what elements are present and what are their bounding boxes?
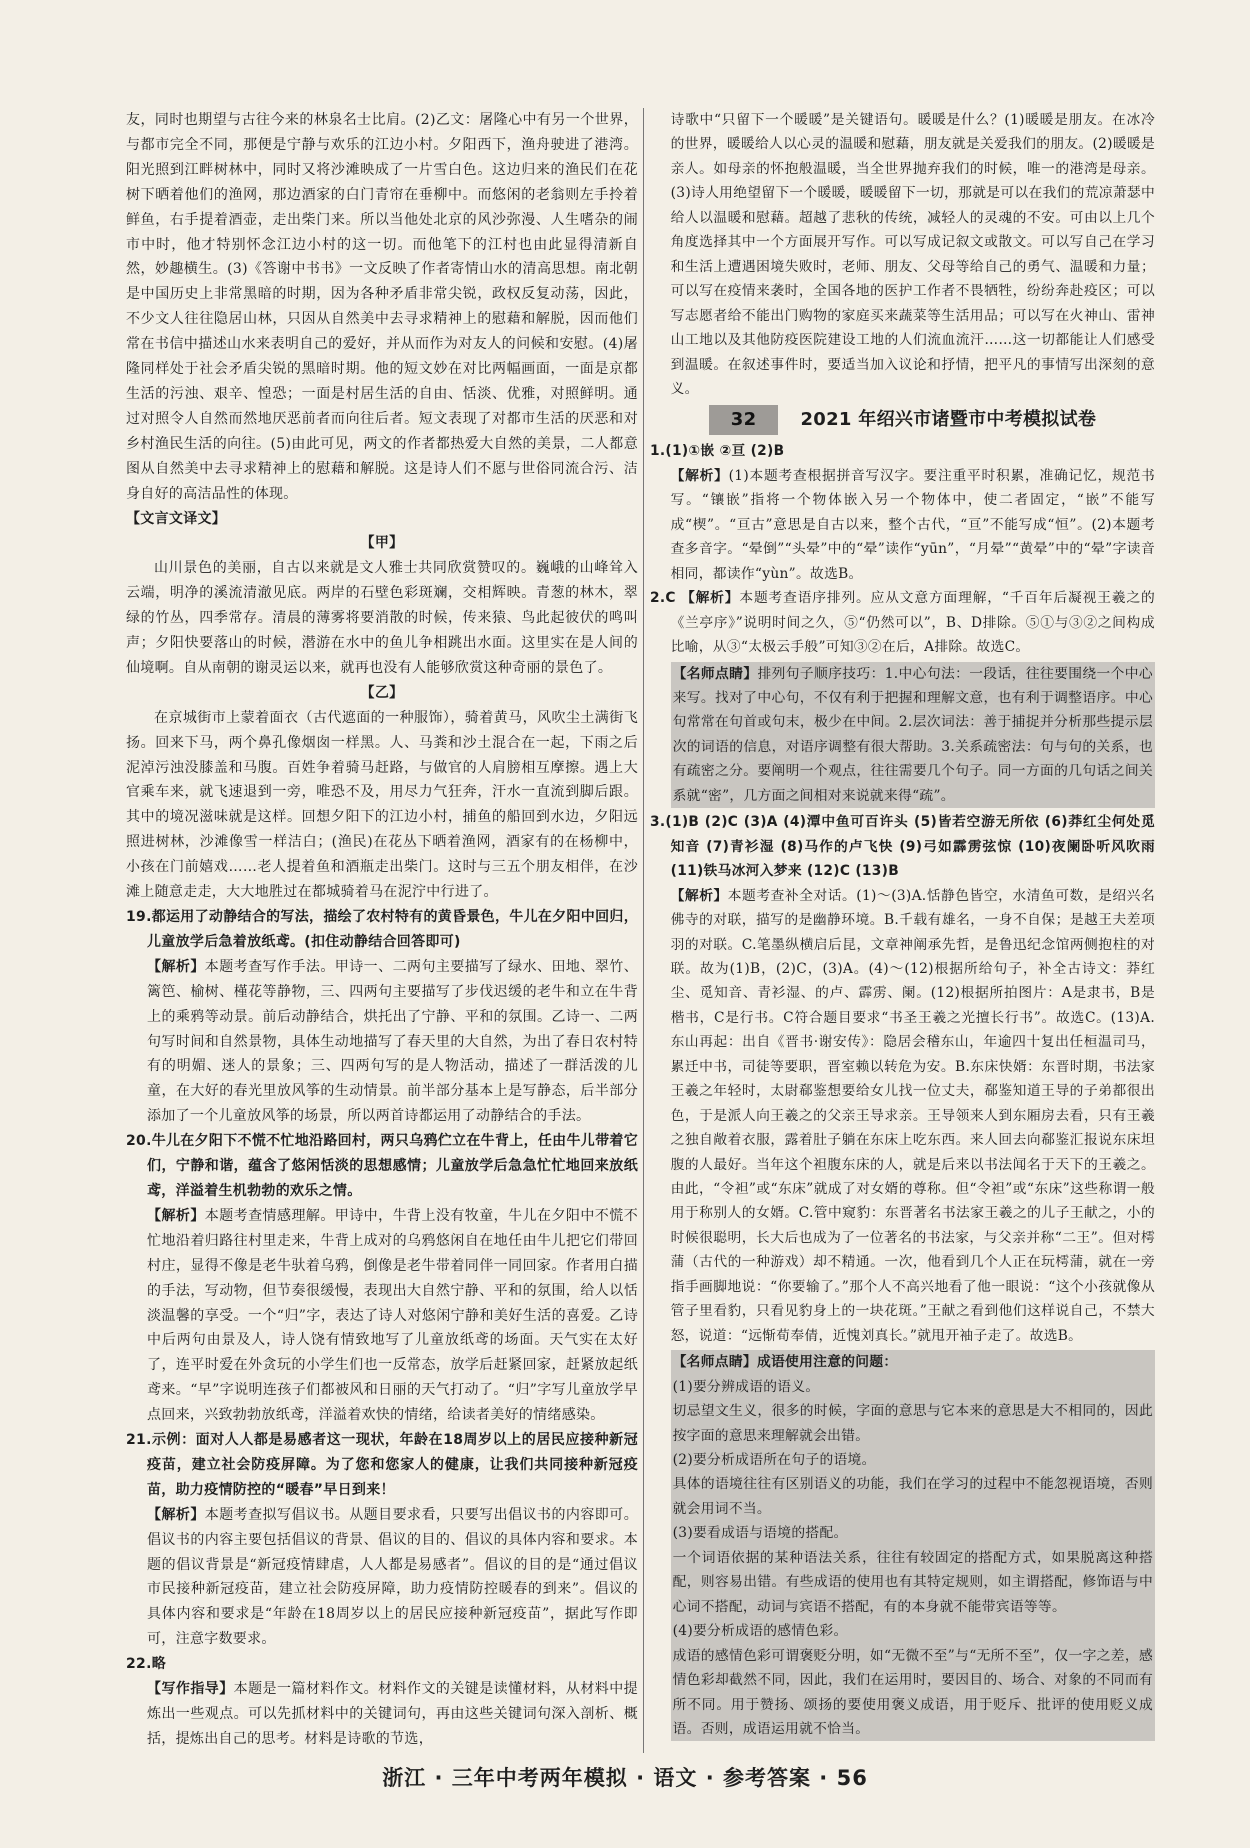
tip2-heading: 成语使用注意的问题： — [756, 1354, 898, 1371]
q19-answer: 都运用了动静结合的写法，描绘了农村特有的黄昏景色，牛儿在夕阳中回归，儿童放学后急着放纸鸢。(扣住动静结合回答即可) — [147, 909, 638, 950]
tip2-line-5: (3)要看成语与语境的搭配。 — [672, 1525, 848, 1542]
yi-translation: 在京城街市上蒙着面衣（古代遮面的一种服饰），骑着黄马，风吹尘土满街飞扬。回来下马，两个鼻孔像烟囱一样黑。人、马粪和沙土混合在一起，下雨之后泥淖污浊没膝盖和马腹。百姓争着骑马赶路，与做官的人肩膀相互摩擦。遇上大官乘车来，就飞速退到一旁，唯恐不及，用尽力气狂奔，汗水一直流到脚后跟。其中的境况滋味就是这样。回想夕阳下的江边小村，捕鱼的船回到水边，夕阳远照进树林，沙滩像雪一样洁白；(渔民)在花丛下晒着渔网，酒家有的在杨柳中，小孩在门前嬉戏……老人提着鱼和酒瓶走出柴门。这时与三五个朋友相伴，在沙滩上随意走走，大大地胜过在都城骑着马在泥泞中行进了。 — [126, 709, 638, 901]
q22-number: 22. — [126, 1656, 152, 1673]
q21-number: 21. — [126, 1432, 152, 1449]
q19-number: 19. — [126, 909, 152, 925]
q21-analysis-tag: 【解析】 — [147, 1506, 205, 1523]
page-footer: 浙江 · 三年中考两年模拟 · 语文 · 参考答案 · 56 — [382, 1766, 868, 1790]
q3-answer: (1)B (2)C (3)A (4)潭中鱼可百许头 (5)皆若空游无所依 (6)莽红尘何处觅知音 (7)青衫湿 (8)马作的卢飞快 (9)弓如霹雳弦惊 (10)夜阑卧听风吹雨 (11)铁马冰河入梦来 (12)C (13)B — [665, 814, 1155, 880]
q1-analysis — [650, 464, 1155, 586]
jia-title: 【甲】 — [360, 535, 404, 552]
question-19 — [126, 905, 638, 955]
question-20 — [126, 1129, 638, 1204]
q2-number: 2. — [650, 590, 666, 607]
q1-analysis-text: (1)本题考查根据拼音写汉字。要注重平时积累，准确记忆，规范书写。“镶嵌”指将一个物体嵌入另一个物体中，使二者固定，“嵌”不能写成“楔”。“亘古”意思是自古以来，整个古代，“亘”不能写成“恒”。(2)本题考查多音字。“晕倒”“头晕”中的“晕”读作“yūn”，“月晕”“黄晕”中的“晕”字读音相同，都读作“yùn”。故选B。 — [670, 467, 1155, 582]
teacher-tip-box-2 — [671, 1350, 1155, 1741]
column-divider — [643, 108, 644, 1753]
section-number-badge: 32 — [709, 405, 779, 435]
q2-analysis-text: 本题考查语序排列。应从文意方面理解，“千百年后凝视王羲之的《兰亭序》”说明时间之久，⑤“仍然可以”，B、D排除。⑤①与③②之间构成比喻，从③“太极云手般”可知③②在后，A排除。故选C。 — [670, 590, 1156, 656]
q20-analysis — [126, 1204, 638, 1428]
q1-number: 1. — [650, 443, 666, 460]
q19-analysis — [126, 955, 638, 1129]
q1-answer: (1)①嵌 ②亘 (2)B — [665, 443, 785, 460]
tip2-line-2: 切忌望文生义，很多的时候，字面的意思与它本来的意思是大不相同的，因此按字面的意思来理解就会出错。 — [672, 1403, 1153, 1444]
question-1 — [650, 439, 1155, 463]
tip2-line-4: 具体的语境往往有区别语义的功能，我们在学习的过程中不能忽视语境，否则就会用词不当。 — [672, 1476, 1153, 1517]
translation-tag: 【文言文译文】 — [126, 510, 227, 527]
tip1-text: 排列句子顺序技巧：1.中心句法：一段话，往往要围绕一个中心来写。找对了中心句，不仅有利于把握和理解文意，也有利于调整语序。中心句常常在句首或句末，极少在中间。2.层次词法：善于捕捉并分析那些提示层次的词语的信息，对语序调整有很大帮助。3.关系疏密法：句与句的关系，也有疏密之分。要阐明一个观点，往往需要几个句子。同一方面的几句话之间关系就“密”，几方面之间相对来说就来得“疏”。 — [672, 665, 1153, 804]
q22-guide-text: 本题是一篇材料作文。材料作文的关键是读懂材料，从材料中提炼出一些观点。可以先抓材料中的关键词句，再由这些关键词句深入剖析、概括，提炼出自己的思考。材料是诗歌的节选， — [147, 1681, 638, 1747]
q19-analysis-text: 本题考查写作手法。甲诗一、二两句主要描写了绿水、田地、翠竹、篱笆、榆树、槿花等静物，三、四两句主要描写了步伐迟缓的老牛和立在牛背上的乘鸦等动景。前后动静结合，烘托出了宁静、平和的氛围。乙诗一、二两句写时间和自然景物，具体生动地描写了春天里的大自然，为出了春日农村特有的明媚、迷人的景象；三、四两句写的是人物活动，描述了一群活泼的儿童，在大好的春光里放风筝的生动情景。前半部分基本上是写静态，后半部分添加了一个儿童放风筝的场景，所以两首诗都运用了动静结合的手法。 — [147, 958, 638, 1125]
q20-analysis-tag: 【解析】 — [147, 1207, 205, 1224]
question-22 — [126, 1652, 638, 1677]
q22-answer: 略 — [151, 1656, 167, 1673]
q3-analysis-text: 本题考查补全对话。(1)～(3)A.恬静色皆空，水清鱼可数，是绍兴名佛寺的对联，描写的是幽静环境。B.千载有雄名，一身不自保；是越王夫差项羽的对联。C.笔墨纵横启后昆，文章神阐承先哲，是鲁迅纪念馆两侧抱柱的对联。故为(1)B，(2)C，(3)A。(4)～(12)根据所给句子，补全古诗文：莽红尘、觅知音、青衫湿、的卢、霹雳、阑。(12)根据所拍图片：A是隶书，B是楷书，C是行书。C符合题目要求“书圣王羲之光擅长行书”。故选C。(13)A.东山再起：出自《晋书·谢安传》：隐居会稽东山，年逾四十复出任桓温司马，累迁中书，司徒等要职，晋室赖以转危为安。B.东床快婿：东晋时期，书法家王羲之年轻时，太尉郗鉴想要给女儿找一位丈夫，郗鉴知道王导的子弟都很出色，于是派人向王羲之的父亲王导求亲。王导领来人到东厢房去看，只有王羲之独自敞着衣服，露着肚子躺在东床上吃东西。来人回去向郗鉴汇报说东床坦腹的人最好。当年这个袒腹东床的人，就是后来以书法闻名于天下的王羲之。由此，“令袒”或“东床”就成了对女婿的尊称。但“令袒”或“东床”这些称谓一般用于称别人的女婿。C.管中窥豹：东晋著名书法家王羲之的儿子王献之，小的时候很聪明，长大后也成为了一位著名的书法家，与父亲并称“二王”。但对樗蒲（古代的一种游戏）却不精通。一次，他看到几个人正在玩樗蒲，就在一旁指手画脚地说：“你要输了。”那个人不高兴地看了他一眼说：“这个小孩就像从管子里看豹，只看见豹身上的一块花斑。”王献之看到他们这样说自己，不禁大怒，说道：“远惭荀奉倩，近愧刘真长。”就甩开袖子走了。故选B。 — [670, 887, 1155, 1344]
tip2-tag: 【名师点睛】 — [672, 1354, 757, 1371]
q22-writing-guide — [126, 1677, 638, 1752]
right-column — [650, 108, 1155, 1743]
q19-analysis-tag: 【解析】 — [147, 958, 205, 975]
q20-answer: 牛儿在夕阳下不慌不忙地沿路回村，两只乌鸦伫立在牛背上，任由牛儿带着它们，宁静和谐，蕴含了悠闲恬淡的思想感情；儿童放学后急急忙忙地回来放纸鸢，洋溢着生机勃勃的欢乐之情。 — [147, 1133, 638, 1199]
q3-analysis-tag: 【解析】 — [670, 887, 728, 904]
q3-analysis — [650, 884, 1155, 1349]
q2-analysis-tag: 【解析】 — [681, 590, 740, 607]
q1-analysis-tag: 【解析】 — [670, 467, 729, 484]
question-21 — [126, 1428, 638, 1503]
q20-number: 20. — [126, 1133, 152, 1150]
section-title: 2021 年绍兴市诸暨市中考模拟试卷 — [800, 409, 1097, 431]
yi-title: 【乙】 — [360, 684, 404, 701]
tip1-tag: 【名师点睛】 — [672, 665, 758, 682]
q21-analysis — [126, 1503, 638, 1652]
q2-answer: C — [665, 590, 676, 607]
left-column — [126, 108, 638, 1752]
q22-guide-continued: 诗歌中“只留下一个暖暖”是关键语句。暖暖是什么？(1)暖暖是朋友。在冰冷的世界，暖暖给人以心灵的温暖和慰藉，朋友就是关爱我们的朋友。(2)暖暖是亲人。如母亲的怀抱般温暖，当全世界抛弃我们的时候，唯一的港湾是母亲。(3)诗人用绝望留下一个暖暖，暖暖留下一切，那就是可以在我们的荒凉萧瑟中给人以温暖和慰藉。超越了悲秋的传统，减轻人的灵魂的不安。可由以上几个角度选择其中一个方面展开写作。可以写成记叙文或散文。可以写自己在学习和生活上遭遇困境失败时，老师、朋友、父母等给自己的勇气、温暖和力量；可以写在疫情来袭时，全国各地的医护工作者不畏牺牲，纷纷奔赴疫区；可以写志愿者给不能出门购物的家庭买来蔬菜等生活用品；可以写在火神山、雷神山工地以及其他防疫医院建设工地的人们流血流汗……这一切都能让人们感受到温暖。在叙述事件时，要适当加入议论和抒情，把平凡的事情写出深刻的意义。 — [670, 112, 1155, 397]
q21-answer: 示例：面对人人都是易感者这一现状，年龄在18周岁以上的居民应接种新冠疫苗，建立社会防疫屏障。为了您和您家人的健康，让我们共同接种新冠疫苗，助力疫情防控的“暖春”早日到来！ — [147, 1432, 638, 1498]
q21-analysis-text: 本题考查拟写倡议书。从题目要求看，只要写出倡议书的内容即可。倡议书的内容主要包括倡议的背景、倡议的目的、倡议的具体内容和要求。本题的倡议背景是“新冠疫情肆虐，人人都是易感者”。倡议的目的是“通过倡议市民接种新冠疫苗，建立社会防疫屏障，助力疫情防控暖春的到来”。倡议的具体内容和要求是“年龄在18周岁以上的居民应接种新冠疫苗”，据此写作即可，注意字数要求。 — [147, 1506, 638, 1648]
tip2-line-6: 一个词语依据的某种语法关系，往往有较固定的搭配方式，如果脱离这种搭配，则容易出错。有些成语的使用也有其特定规则，如主谓搭配，修饰语与中心词不搭配，动词与宾语不搭配，有的本身就不能带宾语等等。 — [672, 1549, 1153, 1615]
question-2 — [650, 586, 1155, 659]
comparison-answer-continued: 友，同时也期望与古往今来的林泉名士比肩。(2)乙文：屠隆心中有另一个世界，与都市完全不同，那便是宁静与欢乐的江边小村。夕阳西下，渔舟驶进了港湾。阳光照到江畔树林中，同时又将沙滩映成了一片雪白色。这边归来的渔民们在花树下晒着他们的渔网，那边酒家的白门青帘在垂柳中。而悠闲的老翁则左手拎着鲜鱼，右手提着酒壶，走出柴门来。所以当他处北京的风沙弥漫、人生嗜杂的闹市中时，他才特别怀念江边小村的这一切。而他笔下的江村也由此显得清新自然，妙趣横生。(3)《答谢中书书》一文反映了作者寄情山水的清高思想。南北朝是中国历史上非常黑暗的时期，因为各种矛盾非常尖锐，政权反复动荡，因此，不少文人往往隐居山林，只因从自然美中去寻求精神上的慰藉和解脱，因而他们常在书信中描述山水来表明自己的爱好，并从而作为对友人的问候和安慰。(4)屠隆同样处于社会矛盾尖锐的黑暗时期。他的短文妙在对比两幅画面，一面是京都生活的污浊、艰辛、惶恐；一面是村居生活的自由、恬淡、优雅，对照鲜明。通过对照令人自然而然地厌恶前者而向往后者。短文表现了对都市生活的厌恶和对乡村渔民生活的向往。(5)由此可见，两文的作者都热爱大自然的美景，二人都意图从自然美中去寻求精神上的慰藉和解脱。这是诗人们不愿与世俗同流合污、洁身自好的高洁品性的体现。 — [126, 112, 638, 502]
q22-guide-tag: 【写作指导】 — [147, 1681, 234, 1698]
tip2-line-7: (4)要分析成语的感情色彩。 — [672, 1623, 848, 1640]
section-header — [650, 403, 1155, 437]
tip2-line-8: 成语的感情色彩可谓褒贬分明，如“无微不至”与“无所不至”，仅一字之差，感情色彩却截然不同，因此，我们在运用时，要因目的、场合、对象的不同而有所不同。用于赞扬、颂扬的要使用褒义成语，用于贬斥、批评的使用贬义成语。否则，成语运用就不恰当。 — [672, 1647, 1153, 1737]
question-3 — [650, 810, 1155, 883]
q3-number: 3. — [650, 814, 666, 831]
jia-translation: 山川景色的美丽，自古以来就是文人雅士共同欣赏赞叹的。巍峨的山峰耸入云端，明净的溪流清澈见底。两岸的石壁色彩斑斓，交相辉映。青葱的林木，翠绿的竹丛，四季常存。清晨的薄雾将要消散的时候，传来猿、鸟此起彼伏的鸣叫声；夕阳快要落山的时候，潜游在水中的鱼儿争相跳出水面。这里实在是人间的仙境啊。自从南朝的谢灵运以来，就再也没有人能够欣赏这种奇丽的景色了。 — [126, 560, 638, 676]
tip2-line-3: (2)要分析成语所在句子的语境。 — [672, 1452, 876, 1469]
tip2-line-1: (1)要分辨成语的语义。 — [672, 1378, 820, 1395]
q20-analysis-text: 本题考查情感理解。甲诗中，牛背上没有牧童，牛儿在夕阳中不慌不忙地沿着归路往村里走来，牛背上成对的乌鸦悠闲自在地任由牛儿把它们带回村庄，显得不像是老牛驮着乌鸦，倒像是老牛带着同伴一同回家。作者用白描的手法，写动物，但节奏很缓慢，表现出大自然宁静、平和的氛围，给人以恬淡温馨的享受。一个“归”字，表达了诗人对悠闲宁静和美好生活的喜爱。乙诗中后两句由景及人，诗人饶有情致地写了儿童放纸鸢的场面。天气实在太好了，连平时爱在外贪玩的小学生们也一反常态，放学后赶紧回家，赶紧放起纸鸢来。“早”字说明连孩子们都被风和日丽的天气打动了。“归”字写儿童放学早点回来，兴致勃勃放纸鸢，洋溢着欢快的情绪，给读者美好的情绪感染。 — [147, 1207, 638, 1424]
teacher-tip-box-1 — [671, 662, 1155, 809]
